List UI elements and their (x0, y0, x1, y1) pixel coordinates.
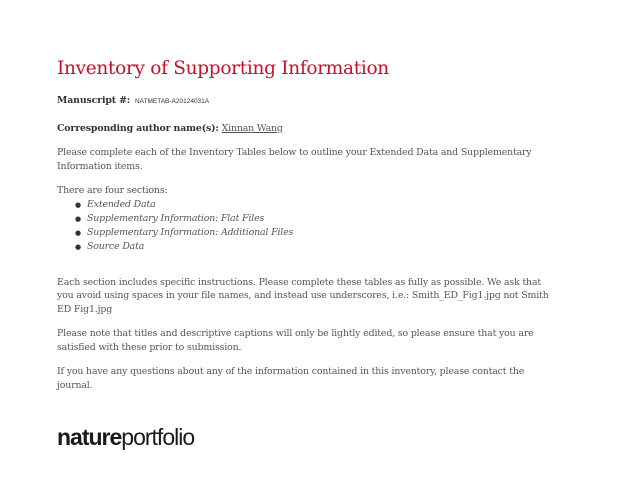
logo-portfolio: portfolio (121, 424, 195, 450)
manuscript-number: NATMETAB-A20124031A (134, 98, 210, 106)
list-item: ● Source Data (75, 240, 145, 252)
bullet-icon: ● (75, 242, 81, 251)
author-line (57, 122, 557, 136)
author-name-link[interactable]: Xinnan Wang (221, 122, 283, 134)
page-title: Inventory of Supporting Information (57, 58, 389, 79)
document-page (57, 58, 557, 392)
list-item: ● Supplementary Information: Flat Files (75, 212, 265, 224)
author-label: Corresponding author name(s): (57, 122, 219, 134)
list-item: ● Extended Data (75, 198, 156, 210)
instructions-paragraph: Each section includes specific instructions. Please complete these tables as fully as possible. We ask that you avoid using spaces in your file names, and instead use underscores, i.e.: Smith_ED_Fig1.jpg not Smith ED Fig1.jpg (57, 276, 549, 315)
bullet-icon: ● (75, 214, 81, 223)
manuscript-line (57, 94, 557, 109)
manuscript-label: Manuscript #: (57, 95, 131, 107)
captions-paragraph: Please note that titles and descriptive captions will only be lightly edited, so please ensure that you are satisfied with these prior to submission. (57, 328, 534, 353)
sections-intro: There are four sections: (57, 185, 168, 197)
list-item: ● Supplementary Information: Additional Files (75, 226, 294, 238)
bullet-icon: ● (75, 200, 81, 209)
nature-portfolio-logo (57, 424, 194, 451)
logo-nature: nature (57, 424, 122, 450)
contact-paragraph: If you have any questions about any of the information contained in this inventory, please contact the journal. (57, 366, 525, 391)
bullet-icon: ● (75, 228, 81, 237)
sections-list (57, 198, 557, 254)
intro-paragraph: Please complete each of the Inventory Tables below to outline your Extended Data and Supplementary Information items. (57, 147, 532, 172)
